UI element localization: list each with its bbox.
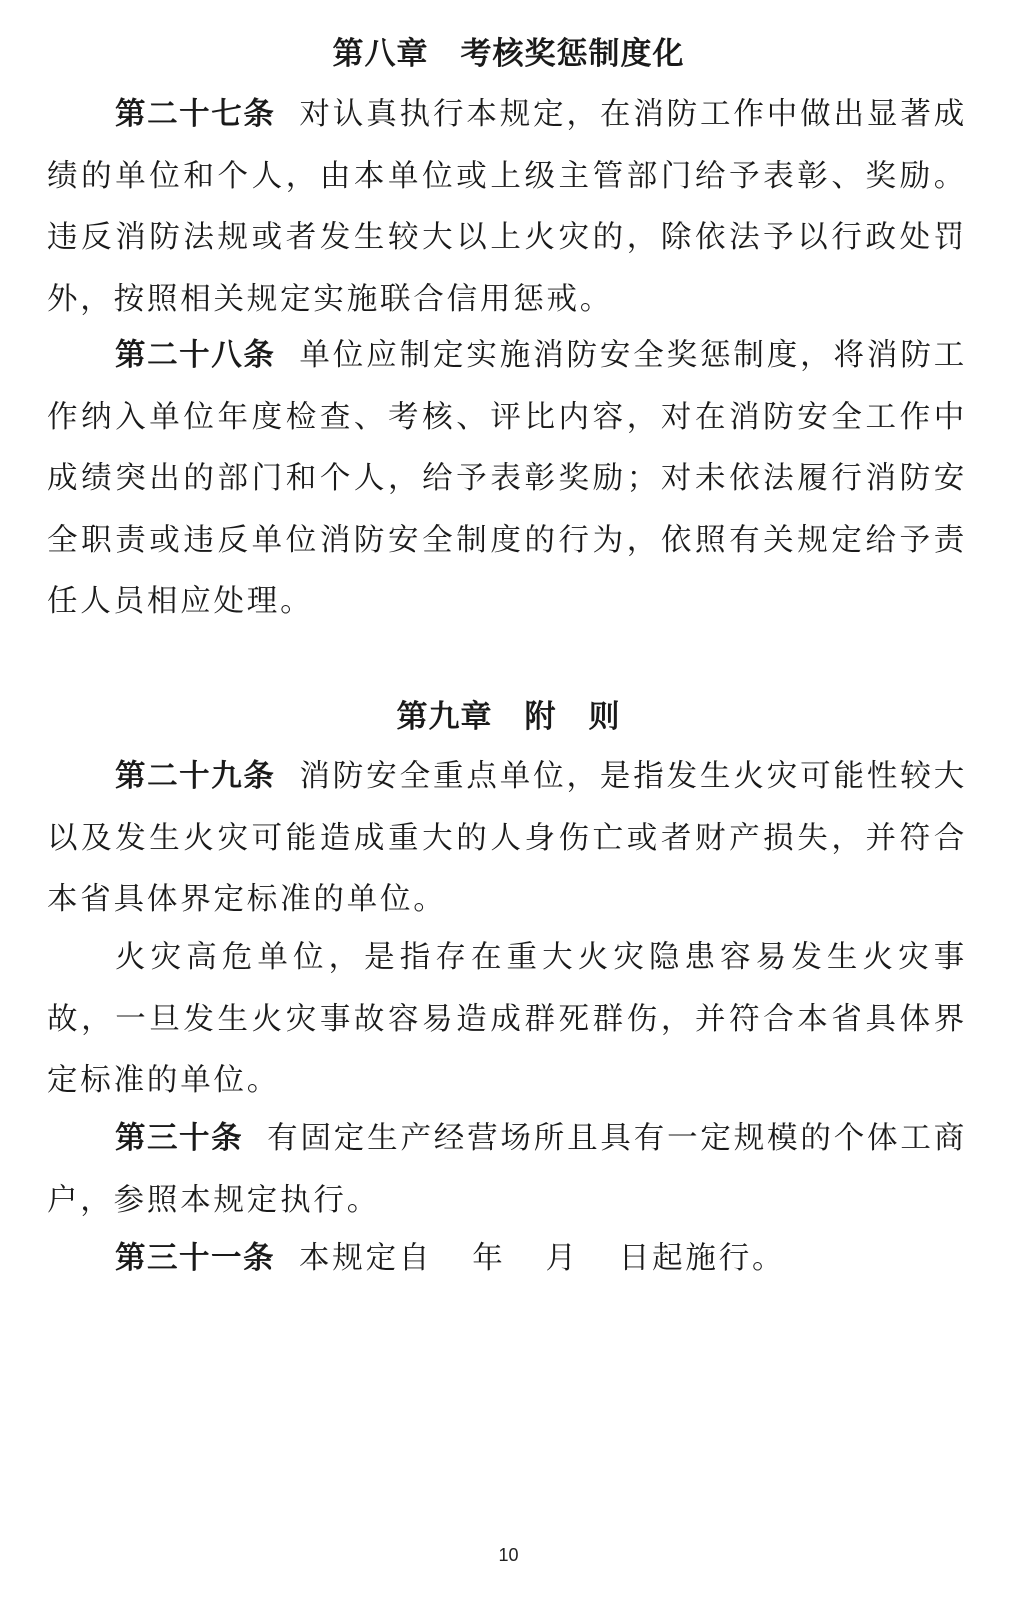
article-28-paragraph: [47, 325, 967, 633]
article-31-text-start: 本规定自: [299, 1241, 433, 1276]
chapter-9-title: 第九章 附 则: [396, 699, 621, 735]
article-28-text: 单位应制定实施消防安全奖惩制度，将消防工作纳入单位年度检查、考核、评比内容，对在消防安全工作中成绩突出的部门和个人，给予表彰奖励；对未依法履行消防安全职责或违反单位消防安全制度的行为，依照有关规定给予责任人员相应处理。: [47, 338, 968, 620]
article-30-text: 有固定生产经营场所且具有一定规模的个体工商户，参照本规定执行。: [47, 1121, 967, 1218]
article-31-label: 第三十一条: [115, 1241, 275, 1276]
article-29-text: 消防安全重点单位，是指发生火灾可能性较大以及发生火灾可能造成重大的人身伤亡或者财产损失，并符合本省具体界定标准的单位。: [47, 759, 968, 918]
article-29-label: 第二十九条: [115, 759, 276, 794]
article-27-paragraph: [47, 84, 967, 330]
article-31-month: 月: [545, 1241, 579, 1276]
article-31-year: 年: [472, 1241, 506, 1276]
article-27-label: 第二十七条: [115, 97, 276, 132]
chapter-8-title: 第八章 考核奖惩制度化: [332, 36, 685, 72]
article-27-text: 对认真执行本规定，在消防工作中做出显著成绩的单位和个人，由本单位或上级主管部门给予表彰、奖励。违反消防法规或者发生较大以上火灾的，除依法予以行政处罚外，按照相关规定实施联合信用惩戒。: [47, 97, 968, 317]
article-31-paragraph: [47, 1228, 967, 1290]
article-31-text-end: 日起施行。: [618, 1241, 786, 1276]
article-29-paragraph: [47, 746, 967, 931]
article-28-label: 第二十八条: [115, 338, 276, 373]
article-30-label: 第三十条: [115, 1121, 244, 1156]
article-29-paragraph-2: 火灾高危单位，是指存在重大火灾隐患容易发生火灾事故，一旦发生火灾事故容易造成群死群伤，并符合本省具体界定标准的单位。: [47, 940, 967, 1099]
page-number: 10: [498, 1545, 519, 1565]
article-30-paragraph: [47, 1108, 967, 1231]
